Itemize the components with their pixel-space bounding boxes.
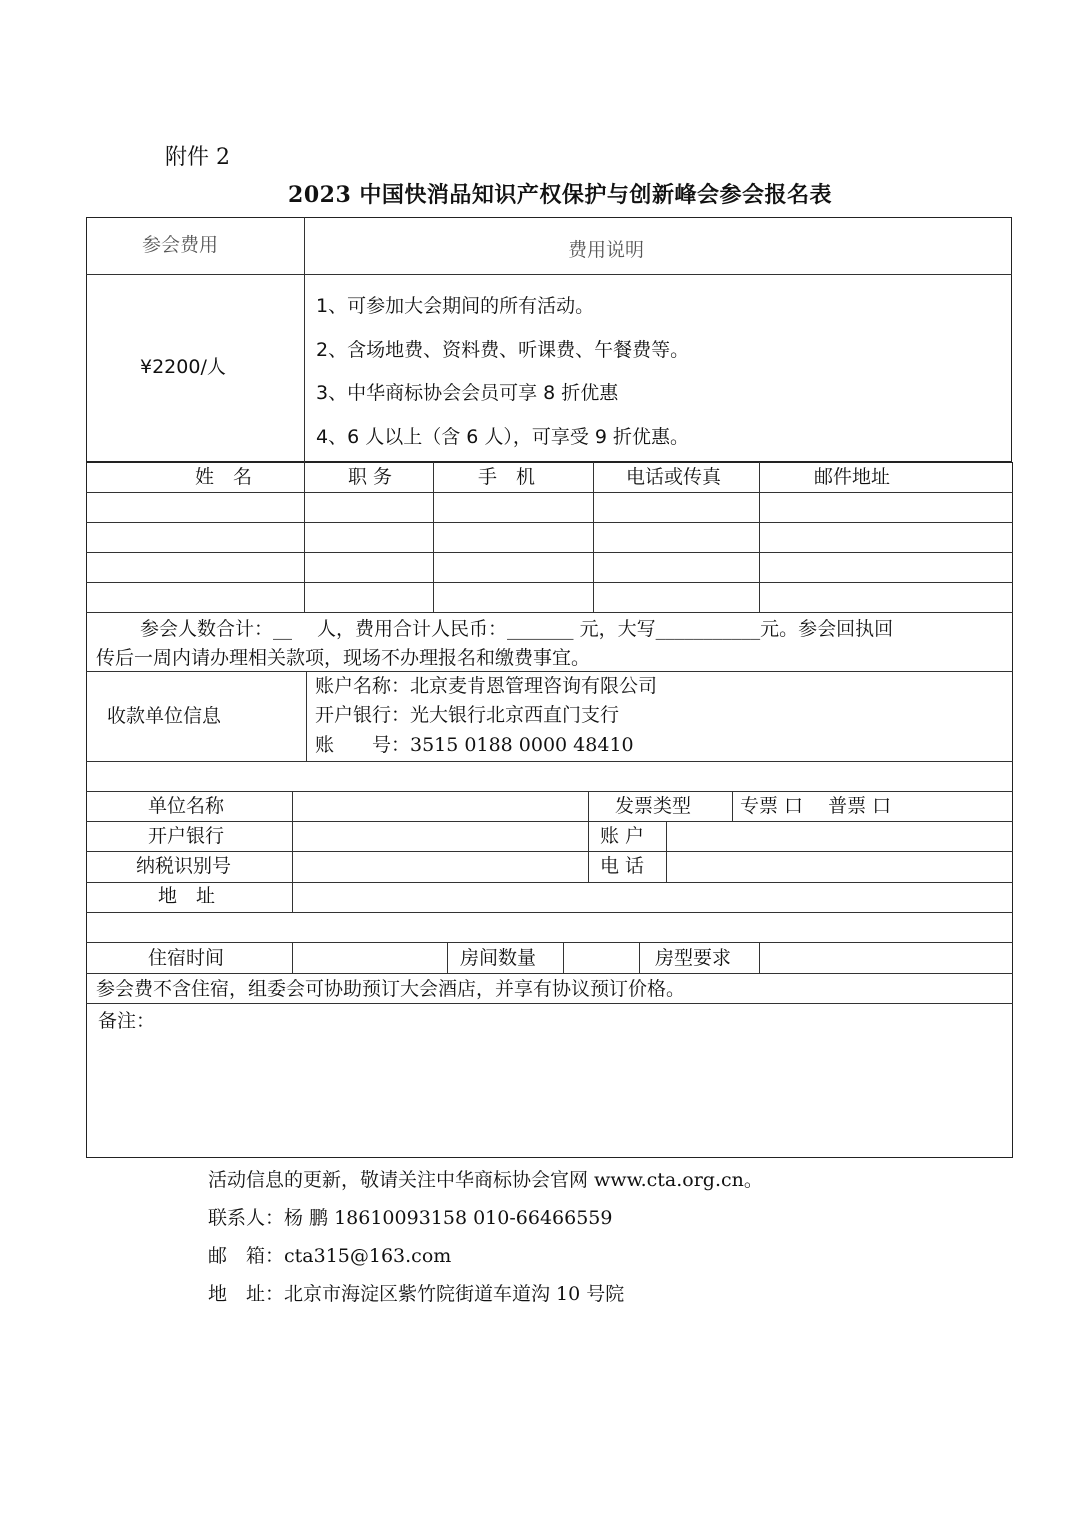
invoice-address-label: 地 址 xyxy=(158,885,216,907)
attachment-label: 附件 2 xyxy=(165,145,230,170)
fee-note-1: 1、可参加大会期间的所有活动。 xyxy=(316,295,595,317)
total-line-2: 传后一周内请办理相关款项，现场不办理报名和缴费事宜。 xyxy=(96,647,591,669)
fee-note-2: 2、含场地费、资料费、听课费、午餐费等。 xyxy=(316,339,690,361)
fee-desc-header: 费用说明 xyxy=(568,239,645,261)
invoice-type-label: 发票类型 xyxy=(615,795,692,817)
remarks-label: 备注： xyxy=(98,1010,156,1032)
invoice-phone-label: 电 话 xyxy=(600,855,645,877)
header-phone-fax: 电话或传真 xyxy=(626,466,722,488)
invoice-type-options: 专票 口 普票 口 xyxy=(740,795,892,817)
fee-note-3: 3、中华商标协会会员可享 8 折优惠 xyxy=(316,382,619,404)
payee-bank: 开户银行：光大银行北京西直门支行 xyxy=(315,704,620,726)
lodging-time-label: 住宿时间 xyxy=(148,947,225,969)
payee-label: 收款单位信息 xyxy=(107,705,222,727)
payee-account-name: 账户名称：北京麦肯恩管理咨询有限公司 xyxy=(315,675,658,697)
header-name: 姓 名 xyxy=(195,466,253,488)
footer-contact: 联系人：杨 鹏 18610093158 010-66466559 xyxy=(208,1207,613,1229)
header-position: 职 务 xyxy=(348,466,393,488)
lodging-rooms-label: 房间数量 xyxy=(460,947,537,969)
fee-note-4: 4、6 人以上（含 6 人），可享受 9 折优惠。 xyxy=(316,426,690,448)
total-line-1: 参会人数合计：__ 人，费用合计人民币：_______ 元，大写___________元。参会回执回 xyxy=(140,618,894,640)
invoice-bank-label: 开户银行 xyxy=(148,825,225,847)
fee-col-header: 参会费用 xyxy=(142,234,219,256)
footer-website: 活动信息的更新，敬请关注中华商标协会官网 www.cta.org.cn。 xyxy=(208,1169,763,1191)
invoice-tax-id-label: 纳税识别号 xyxy=(136,855,232,877)
header-email: 邮件地址 xyxy=(814,466,891,488)
lodging-note: 参会费不含住宿，组委会可协助预订大会酒店，并享有协议预订价格。 xyxy=(96,978,686,1000)
invoice-account-label: 账 户 xyxy=(600,825,645,847)
header-mobile: 手 机 xyxy=(478,466,536,488)
payee-account-no: 账 号：3515 0188 0000 48410 xyxy=(315,734,634,756)
lodging-room-type-label: 房型要求 xyxy=(655,947,732,969)
footer-email: 邮 箱：cta315@163.com xyxy=(208,1245,452,1267)
fee-price: ¥2200/人 xyxy=(140,356,226,378)
footer-address: 地 址：北京市海淀区紫竹院街道车道沟 10 号院 xyxy=(208,1283,625,1305)
form-title: 2023 中国快消品知识产权保护与创新峰会参会报名表 xyxy=(288,182,832,208)
invoice-company-label: 单位名称 xyxy=(148,795,225,817)
